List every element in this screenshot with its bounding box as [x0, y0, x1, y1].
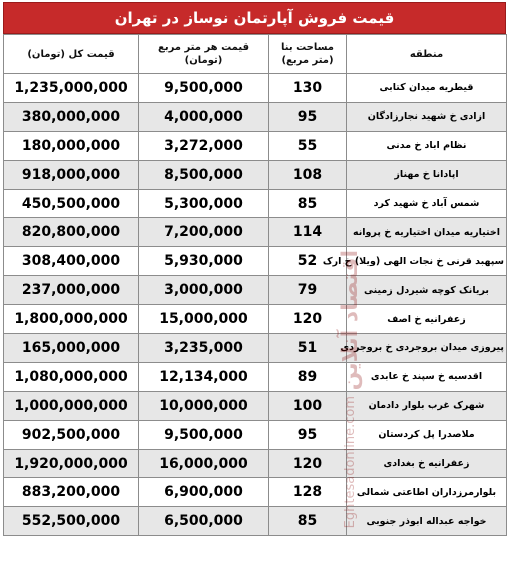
cell-size: 89	[269, 362, 347, 391]
cell-size: 95	[269, 420, 347, 449]
cell-price-per-meter: 12,134,000	[139, 362, 269, 391]
cell-total-price: 1,800,000,000	[4, 305, 139, 334]
cell-area: اقدسیه خ سپند خ عابدی	[347, 362, 507, 391]
watermark-logo-text: اقتصاد آنلاین	[337, 250, 363, 391]
cell-size: 128	[269, 478, 347, 507]
cell-total-price: 165,000,000	[4, 334, 139, 363]
watermark-url: Eghtesadonline.com	[342, 396, 358, 529]
cell-size: 51	[269, 334, 347, 363]
cell-price-per-meter: 10,000,000	[139, 391, 269, 420]
cell-size: 100	[269, 391, 347, 420]
cell-size: 130	[269, 74, 347, 103]
cell-total-price: 308,400,000	[4, 247, 139, 276]
cell-size: 85	[269, 507, 347, 536]
cell-area: اپادانا خ مهناز	[347, 160, 507, 189]
cell-price-per-meter: 6,900,000	[139, 478, 269, 507]
cell-total-price: 1,080,000,000	[4, 362, 139, 391]
table-row	[4, 276, 507, 305]
table-row	[4, 449, 507, 478]
cell-price-per-meter: 9,500,000	[139, 74, 269, 103]
cell-total-price: 820,800,000	[4, 218, 139, 247]
cell-price-per-meter: 9,500,000	[139, 420, 269, 449]
cell-price-per-meter: 4,000,000	[139, 102, 269, 131]
cell-price-per-meter: 3,272,000	[139, 131, 269, 160]
cell-price-per-meter: 5,300,000	[139, 189, 269, 218]
table-row	[4, 247, 507, 276]
table-row	[4, 420, 507, 449]
table-row	[4, 218, 507, 247]
cell-price-per-meter: 3,000,000	[139, 276, 269, 305]
cell-area: اختیاریه میدان اختیاریه خ پروانه	[347, 218, 507, 247]
cell-area: نظام اباد خ مدنی	[347, 131, 507, 160]
header-price-per-meter: قیمت هر متر مربع (تومان)	[139, 35, 269, 74]
cell-area: بریانک کوچه شیردل زمینی	[347, 276, 507, 305]
cell-size: 79	[269, 276, 347, 305]
cell-total-price: 1,235,000,000	[4, 74, 139, 103]
table-row	[4, 74, 507, 103]
cell-total-price: 380,000,000	[4, 102, 139, 131]
cell-area: بلوارمرزداران اطاعتی شمالی	[347, 478, 507, 507]
table-row	[4, 478, 507, 507]
cell-area: شمس آباد خ شهید کرد	[347, 189, 507, 218]
cell-price-per-meter: 16,000,000	[139, 449, 269, 478]
cell-size: 95	[269, 102, 347, 131]
table-row	[4, 131, 507, 160]
cell-price-per-meter: 8,500,000	[139, 160, 269, 189]
cell-area: زعفرانیه خ اصف	[347, 305, 507, 334]
header-area: منطقه	[347, 35, 507, 74]
cell-area: زعفرانیه خ بغدادی	[347, 449, 507, 478]
cell-total-price: 1,920,000,000	[4, 449, 139, 478]
table-row	[4, 362, 507, 391]
cell-total-price: 902,500,000	[4, 420, 139, 449]
cell-size: 114	[269, 218, 347, 247]
cell-area: ازادی خ شهید نجارزادگان	[347, 102, 507, 131]
table-row	[4, 305, 507, 334]
cell-area: ملاصدرا پل کردستان	[347, 420, 507, 449]
header-total-price: قیمت کل (تومان)	[4, 35, 139, 74]
cell-total-price: 883,200,000	[4, 478, 139, 507]
cell-size: 55	[269, 131, 347, 160]
cell-size: 52	[269, 247, 347, 276]
cell-area: شهرک غرب بلوار دادمان	[347, 391, 507, 420]
cell-size: 120	[269, 449, 347, 478]
cell-price-per-meter: 5,930,000	[139, 247, 269, 276]
cell-price-per-meter: 6,500,000	[139, 507, 269, 536]
cell-total-price: 180,000,000	[4, 131, 139, 160]
table-title: قیمت فروش آپارتمان نوساز در تهران	[3, 2, 506, 34]
apartment-price-table	[3, 34, 507, 536]
cell-price-per-meter: 3,235,000	[139, 334, 269, 363]
cell-area: خواجه عبداله ابوذر جنوبی	[347, 507, 507, 536]
table-row	[4, 334, 507, 363]
cell-total-price: 450,500,000	[4, 189, 139, 218]
cell-total-price: 918,000,000	[4, 160, 139, 189]
header-size: مساحت بنا (متر مربع)	[269, 35, 347, 74]
cell-total-price: 1,000,000,000	[4, 391, 139, 420]
header-row	[4, 35, 507, 74]
table-row	[4, 391, 507, 420]
cell-total-price: 237,000,000	[4, 276, 139, 305]
cell-total-price: 552,500,000	[4, 507, 139, 536]
cell-price-per-meter: 15,000,000	[139, 305, 269, 334]
table-row	[4, 189, 507, 218]
cell-area: پیروزی میدان بروجردی خ بروجردی	[347, 334, 507, 363]
table-body	[4, 74, 507, 536]
table-row	[4, 507, 507, 536]
cell-area: قیطریه میدان کتابی	[347, 74, 507, 103]
cell-size: 108	[269, 160, 347, 189]
cell-size: 120	[269, 305, 347, 334]
cell-size: 85	[269, 189, 347, 218]
table-row	[4, 102, 507, 131]
cell-area: سپهبد قرنی خ نجات الهی (ویلا) خ ارک	[347, 247, 507, 276]
cell-price-per-meter: 7,200,000	[139, 218, 269, 247]
table-row	[4, 160, 507, 189]
